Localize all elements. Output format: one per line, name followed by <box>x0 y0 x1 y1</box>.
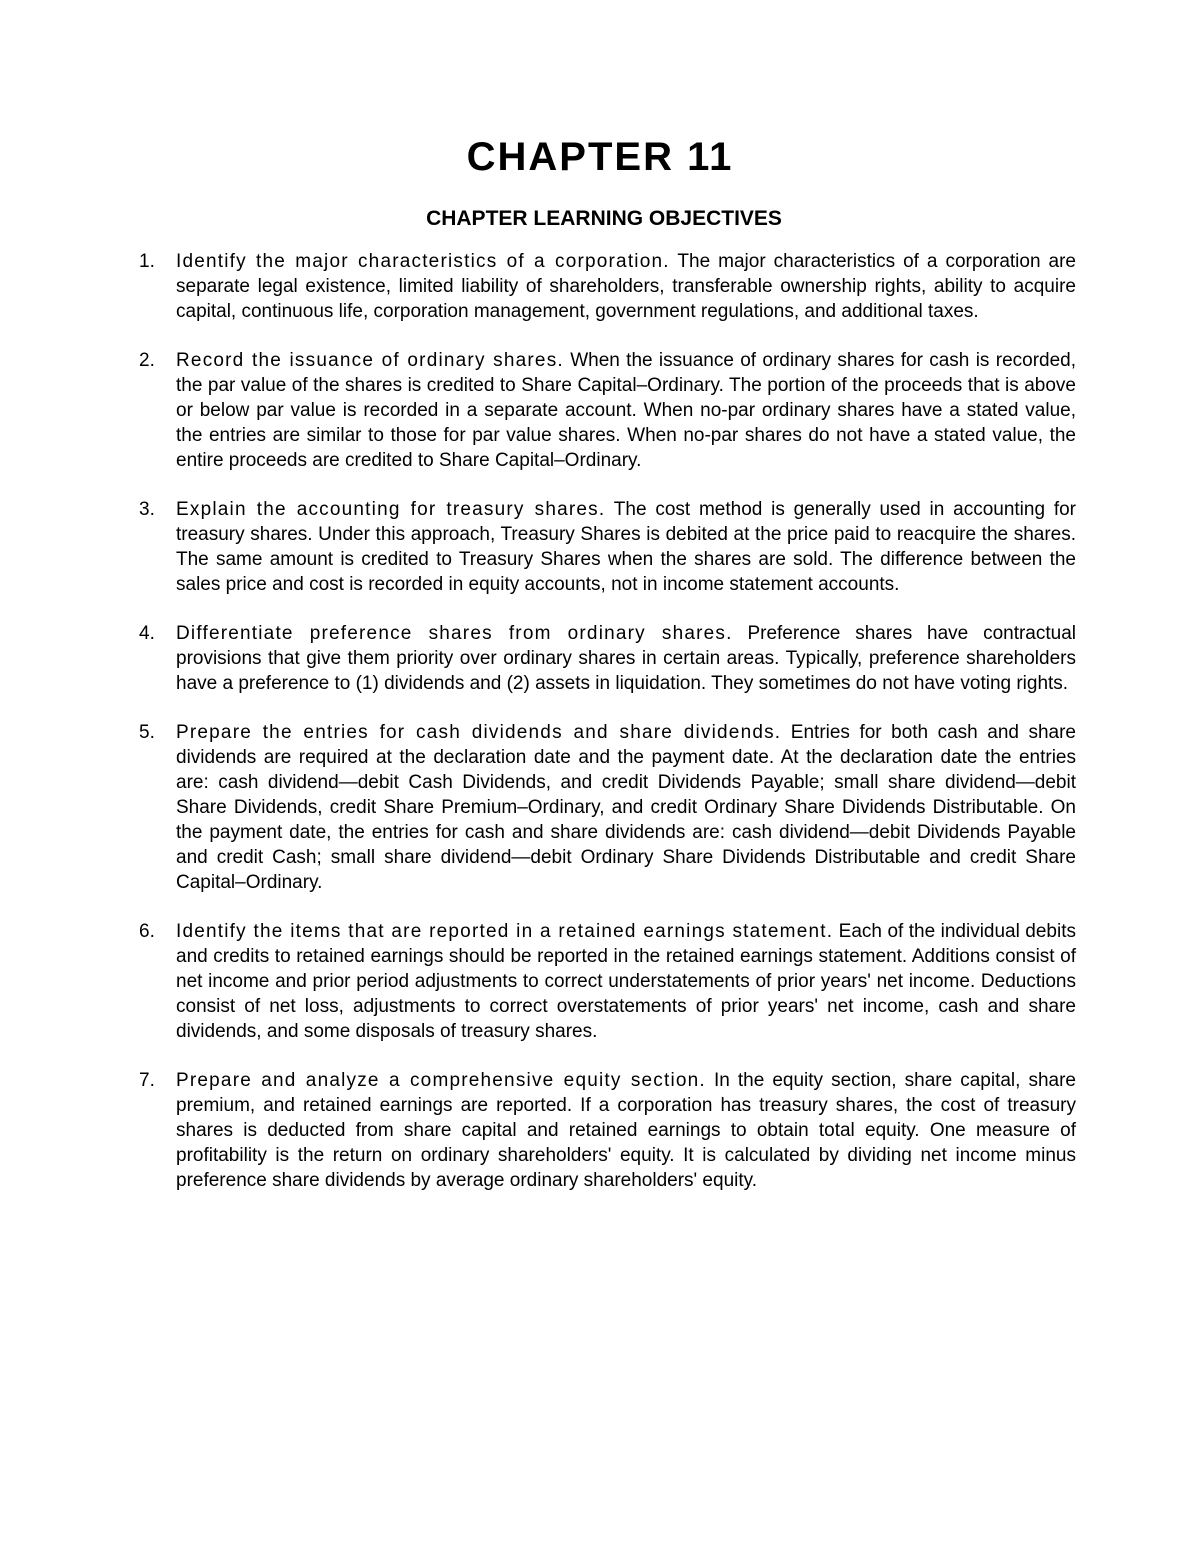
objective-heading: Prepare and analyze a comprehensive equity section. <box>176 1070 706 1091</box>
objective-text: The major characteristics of a corporation are separate legal existence, limited liability of shareholders, transferable ownership rights, ability to acquire capital, continuous life, corporation management, government regulations, and additional taxes. <box>176 251 1076 322</box>
objective-number: 3. <box>139 499 155 520</box>
learning-objective-3 <box>136 497 1076 597</box>
objective-number: 2. <box>139 350 155 371</box>
objective-heading: Prepare the entries for cash dividends and share dividends. <box>176 722 782 743</box>
objective-text: Preference shares have contractual provisions that give them priority over ordinary shares in certain areas. Typically, preference shareholders have a preference to (1) dividends and (2) assets in liquidation. They sometimes do not have voting rights. <box>176 623 1077 694</box>
objective-heading: Record the issuance of ordinary shares. <box>176 350 564 371</box>
objective-number: 5. <box>139 722 155 743</box>
objective-heading: Identify the items that are reported in a retained earnings statement. <box>176 921 834 942</box>
objective-text: Each of the individual debits and credits to retained earnings should be reported in the retained earnings statement. Additions consist of net income and prior period adjustments to correct understatements of prior years' net income. Deductions consist of net loss, adjustments to correct overstatements of prior years' net income, cash and share dividends, and some disposals of treasury shares. <box>176 921 1076 1042</box>
learning-objective-7 <box>136 1068 1076 1193</box>
learning-objective-5 <box>136 720 1076 895</box>
objective-text: In the equity section, share capital, share premium, and retained earnings are reported. If a corporation has treasury shares, the cost of treasury shares is deducted from share capital and retained earnings to obtain total equity. One measure of profitability is the return on ordinary shareholders' equity. It is calculated by dividing net income minus preference share dividends by average ordinary shareholders' equity. <box>176 1070 1076 1191</box>
chapter-title: CHAPTER 11 <box>466 135 734 179</box>
learning-objective-4 <box>136 621 1076 696</box>
objective-heading: Identify the major characteristics of a corporation. <box>176 251 670 272</box>
objective-number: 7. <box>139 1070 155 1091</box>
objective-number: 4. <box>139 623 155 644</box>
learning-objective-6 <box>136 919 1076 1044</box>
learning-objective-2 <box>136 348 1076 473</box>
objective-heading: Differentiate preference shares from ordinary shares. <box>176 623 733 644</box>
objective-number: 1. <box>139 251 155 272</box>
objective-text: When the issuance of ordinary shares for cash is recorded, the par value of the shares is credited to Share Capital–Ordinary. The portion of the proceeds that is above or below par value is recorded in a separate account. When no-par ordinary shares have a stated value, the entries are similar to those for par value shares. When no-par shares do not have a stated value, the entire proceeds are credited to Share Capital–Ordinary. <box>176 350 1077 471</box>
learning-objective-1 <box>136 249 1076 324</box>
learning-objectives-list <box>136 249 1076 1217</box>
objective-text: Entries for both cash and share dividends are required at the declaration date and the payment date. At the declaration date the entries are: cash dividend—debit Cash Dividends, and credit Dividends Payable; small share dividend—debit Share Dividends, credit Share Premium–Ordinary, and credit Ordinary Share Dividends Distributable. On the payment date, the entries for cash and share dividends are: cash dividend—debit Dividends Payable and credit Cash; small share dividend—debit Ordinary Share Dividends Distributable and credit Share Capital–Ordinary. <box>176 722 1076 893</box>
objective-number: 6. <box>139 921 155 942</box>
objective-text: The cost method is generally used in accounting for treasury shares. Under this approach, Treasury Shares is debited at the price paid to reacquire the shares. The same amount is credited to Treasury Shares when the shares are sold. The difference between the sales price and cost is recorded in equity accounts, not in income statement accounts. <box>176 499 1076 595</box>
section-heading: CHAPTER LEARNING OBJECTIVES <box>426 207 782 230</box>
objective-heading: Explain the accounting for treasury shares. <box>176 499 606 520</box>
